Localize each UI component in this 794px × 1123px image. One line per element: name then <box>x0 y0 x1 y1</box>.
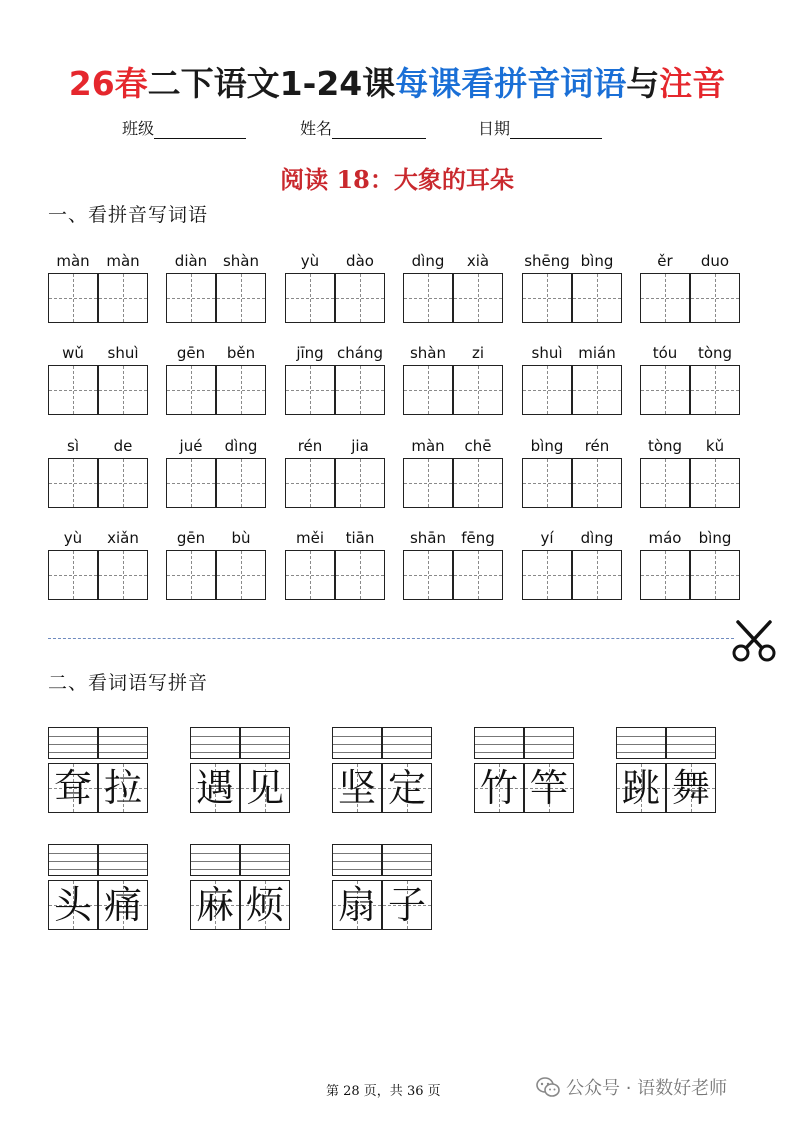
title-part3: 每课看拼音词语 <box>395 64 627 103</box>
pinyin-syllable: yù <box>300 252 320 270</box>
hanzi-character: 坚 <box>337 766 376 810</box>
pinyin-syllable: yù <box>63 529 83 547</box>
pinyin-syllable: chē <box>464 437 492 455</box>
tianzige-box[interactable] <box>335 458 385 508</box>
pinyin-writing-lines[interactable] <box>474 727 524 759</box>
tianzige-box[interactable] <box>690 458 740 508</box>
tianzige-box[interactable] <box>690 365 740 415</box>
pinyin-syllable: mián <box>578 344 616 362</box>
pinyin-syllable: tòng <box>647 437 683 455</box>
tianzige-box[interactable] <box>690 273 740 323</box>
tianzige-box[interactable] <box>453 273 503 323</box>
tianzige-box[interactable] <box>285 458 335 508</box>
hanzi-box <box>98 880 148 930</box>
cut-line <box>48 638 734 639</box>
pinyin-syllable: dào <box>346 252 374 270</box>
hanzi-character: 舞 <box>671 766 710 810</box>
hanzi-box <box>48 880 98 930</box>
pinyin-writing-lines[interactable] <box>48 844 98 876</box>
pinyin-syllable: bìng <box>580 252 614 270</box>
pinyin-syllable: bìng <box>530 437 564 455</box>
pinyin-writing-lines[interactable] <box>616 727 666 759</box>
tianzige-box[interactable] <box>453 365 503 415</box>
hanzi-box <box>382 880 432 930</box>
tianzige-box[interactable] <box>453 458 503 508</box>
pinyin-syllable: gēn <box>176 529 206 547</box>
hanzi-box <box>190 763 240 813</box>
tianzige-box[interactable] <box>640 273 690 323</box>
hanzi-character: 痛 <box>103 883 142 927</box>
name-label: 姓名 <box>300 119 333 138</box>
pinyin-syllable: dìng <box>580 529 614 547</box>
hanzi-box <box>616 763 666 813</box>
hanzi-character: 竿 <box>529 766 568 810</box>
pinyin-syllable: shān <box>409 529 447 547</box>
wechat-icon <box>536 1076 560 1098</box>
pinyin-writing-lines[interactable] <box>190 727 240 759</box>
pinyin-syllable: de <box>113 437 133 455</box>
tianzige-box[interactable] <box>98 365 148 415</box>
date-field <box>478 116 602 139</box>
pinyin-writing-lines[interactable] <box>98 844 148 876</box>
tianzige-box[interactable] <box>335 365 385 415</box>
tianzige-box[interactable] <box>48 365 98 415</box>
hanzi-box <box>240 763 290 813</box>
hanzi-box <box>332 880 382 930</box>
pinyin-writing-lines[interactable] <box>332 844 382 876</box>
tianzige-box[interactable] <box>216 550 266 600</box>
pinyin-writing-lines[interactable] <box>98 727 148 759</box>
tianzige-box[interactable] <box>285 273 335 323</box>
title-part5: 注音 <box>659 64 726 103</box>
pinyin-syllable: tóu <box>652 344 678 362</box>
hanzi-character: 见 <box>245 766 284 810</box>
hanzi-character: 扇 <box>337 883 376 927</box>
pinyin-syllable: bù <box>231 529 251 547</box>
tianzige-box[interactable] <box>403 550 453 600</box>
pinyin-syllable: měi <box>295 529 324 547</box>
tianzige-box[interactable] <box>48 273 98 323</box>
section1-heading: 一、看拼音写词语 <box>48 204 209 226</box>
pinyin-syllable: wǔ <box>62 344 84 362</box>
tianzige-box[interactable] <box>572 273 622 323</box>
watermark <box>536 1074 727 1100</box>
tianzige-box[interactable] <box>98 550 148 600</box>
pinyin-syllable: dìng <box>224 437 258 455</box>
pinyin-writing-lines[interactable] <box>240 727 290 759</box>
tianzige-box[interactable] <box>98 273 148 323</box>
tianzige-box[interactable] <box>522 273 572 323</box>
pinyin-syllable: màn <box>106 252 140 270</box>
pinyin-syllable: gēn <box>176 344 206 362</box>
tianzige-box[interactable] <box>522 365 572 415</box>
pinyin-writing-lines[interactable] <box>190 844 240 876</box>
hanzi-box <box>382 763 432 813</box>
tianzige-box[interactable] <box>403 273 453 323</box>
hanzi-box <box>98 763 148 813</box>
hanzi-box <box>474 763 524 813</box>
tianzige-box[interactable] <box>572 458 622 508</box>
pinyin-syllable: rén <box>584 437 610 455</box>
hanzi-character: 头 <box>53 883 92 927</box>
pinyin-syllable: xiǎn <box>107 529 139 547</box>
pinyin-syllable: jué <box>179 437 203 455</box>
hanzi-box <box>524 763 574 813</box>
tianzige-box[interactable] <box>572 550 622 600</box>
tianzige-box[interactable] <box>48 458 98 508</box>
hanzi-character: 拉 <box>103 766 142 810</box>
pinyin-syllable: shàn <box>409 344 447 362</box>
pinyin-syllable: jia <box>351 437 369 455</box>
pinyin-syllable: diàn <box>174 252 208 270</box>
hanzi-box <box>48 763 98 813</box>
pinyin-syllable: shuì <box>531 344 563 362</box>
date-label: 日期 <box>478 119 511 138</box>
pinyin-syllable: rén <box>297 437 323 455</box>
pinyin-syllable: dìng <box>411 252 445 270</box>
hanzi-box <box>240 880 290 930</box>
pinyin-syllable: máo <box>648 529 682 547</box>
pinyin-syllable: màn <box>411 437 445 455</box>
hanzi-character: 烦 <box>245 883 284 927</box>
tianzige-box[interactable] <box>285 365 335 415</box>
pinyin-syllable: duo <box>700 252 730 270</box>
page-title <box>0 58 794 105</box>
hanzi-character: 麻 <box>195 883 234 927</box>
name-field <box>300 116 426 139</box>
hanzi-character: 竹 <box>479 766 518 810</box>
tianzige-box[interactable] <box>285 550 335 600</box>
hanzi-box <box>190 880 240 930</box>
tianzige-box[interactable] <box>690 550 740 600</box>
pinyin-syllable: kǔ <box>705 437 725 455</box>
watermark-text: 公众号 · 语数好老师 <box>566 1078 728 1099</box>
pinyin-syllable: cháng <box>337 344 383 362</box>
tianzige-box[interactable] <box>403 458 453 508</box>
tianzige-box[interactable] <box>335 273 385 323</box>
hanzi-character: 耷 <box>53 766 92 810</box>
tianzige-box[interactable] <box>166 550 216 600</box>
title-part1: 26春 <box>68 64 148 103</box>
class-blank[interactable] <box>154 124 246 139</box>
pinyin-syllable: màn <box>56 252 90 270</box>
pinyin-syllable: shàn <box>222 252 260 270</box>
pinyin-writing-lines[interactable] <box>382 727 432 759</box>
hanzi-character: 子 <box>387 883 426 927</box>
tianzige-box[interactable] <box>640 365 690 415</box>
page-footer: 第 28 页，共 36 页 <box>326 1084 441 1099</box>
date-blank[interactable] <box>510 124 602 139</box>
pinyin-writing-lines[interactable] <box>666 727 716 759</box>
tianzige-box[interactable] <box>522 550 572 600</box>
pinyin-syllable: shēng <box>524 252 570 270</box>
hanzi-box <box>332 763 382 813</box>
class-label: 班级 <box>122 119 155 138</box>
hanzi-character: 跳 <box>621 766 660 810</box>
tianzige-box[interactable] <box>572 365 622 415</box>
pinyin-syllable: zi <box>471 344 485 362</box>
tianzige-box[interactable] <box>640 458 690 508</box>
name-blank[interactable] <box>332 124 426 139</box>
pinyin-syllable: běn <box>226 344 256 362</box>
pinyin-writing-lines[interactable] <box>524 727 574 759</box>
tianzige-box[interactable] <box>216 365 266 415</box>
tianzige-box[interactable] <box>166 273 216 323</box>
pinyin-syllable: yí <box>540 529 554 547</box>
pinyin-syllable: bìng <box>698 529 732 547</box>
hanzi-character: 遇 <box>195 766 234 810</box>
scissors-icon <box>730 618 778 664</box>
title-part2: 二下语文1-24课 <box>147 64 396 103</box>
tianzige-box[interactable] <box>335 550 385 600</box>
pinyin-syllable: jīng <box>296 344 324 362</box>
pinyin-writing-lines[interactable] <box>332 727 382 759</box>
tianzige-box[interactable] <box>640 550 690 600</box>
tianzige-box[interactable] <box>403 365 453 415</box>
section2-heading: 二、看词语写拼音 <box>48 672 209 694</box>
pinyin-writing-lines[interactable] <box>382 844 432 876</box>
hanzi-character: 定 <box>387 766 426 810</box>
tianzige-box[interactable] <box>166 458 216 508</box>
pinyin-writing-lines[interactable] <box>48 727 98 759</box>
title-part4: 与 <box>626 64 660 103</box>
class-field <box>122 116 246 139</box>
pinyin-syllable: fēng <box>461 529 495 547</box>
pinyin-syllable: tòng <box>697 344 733 362</box>
tianzige-box[interactable] <box>216 458 266 508</box>
pinyin-syllable: ěr <box>657 252 673 270</box>
pinyin-syllable: sì <box>67 437 79 455</box>
tianzige-box[interactable] <box>166 365 216 415</box>
pinyin-writing-lines[interactable] <box>240 844 290 876</box>
tianzige-box[interactable] <box>98 458 148 508</box>
hanzi-box <box>666 763 716 813</box>
tianzige-box[interactable] <box>216 273 266 323</box>
tianzige-box[interactable] <box>522 458 572 508</box>
tianzige-box[interactable] <box>48 550 98 600</box>
pinyin-syllable: tiān <box>345 529 375 547</box>
pinyin-syllable: xià <box>466 252 490 270</box>
tianzige-box[interactable] <box>453 550 503 600</box>
pinyin-syllable: shuì <box>107 344 139 362</box>
lesson-title: 阅读 18：大象的耳朵 <box>280 165 514 194</box>
